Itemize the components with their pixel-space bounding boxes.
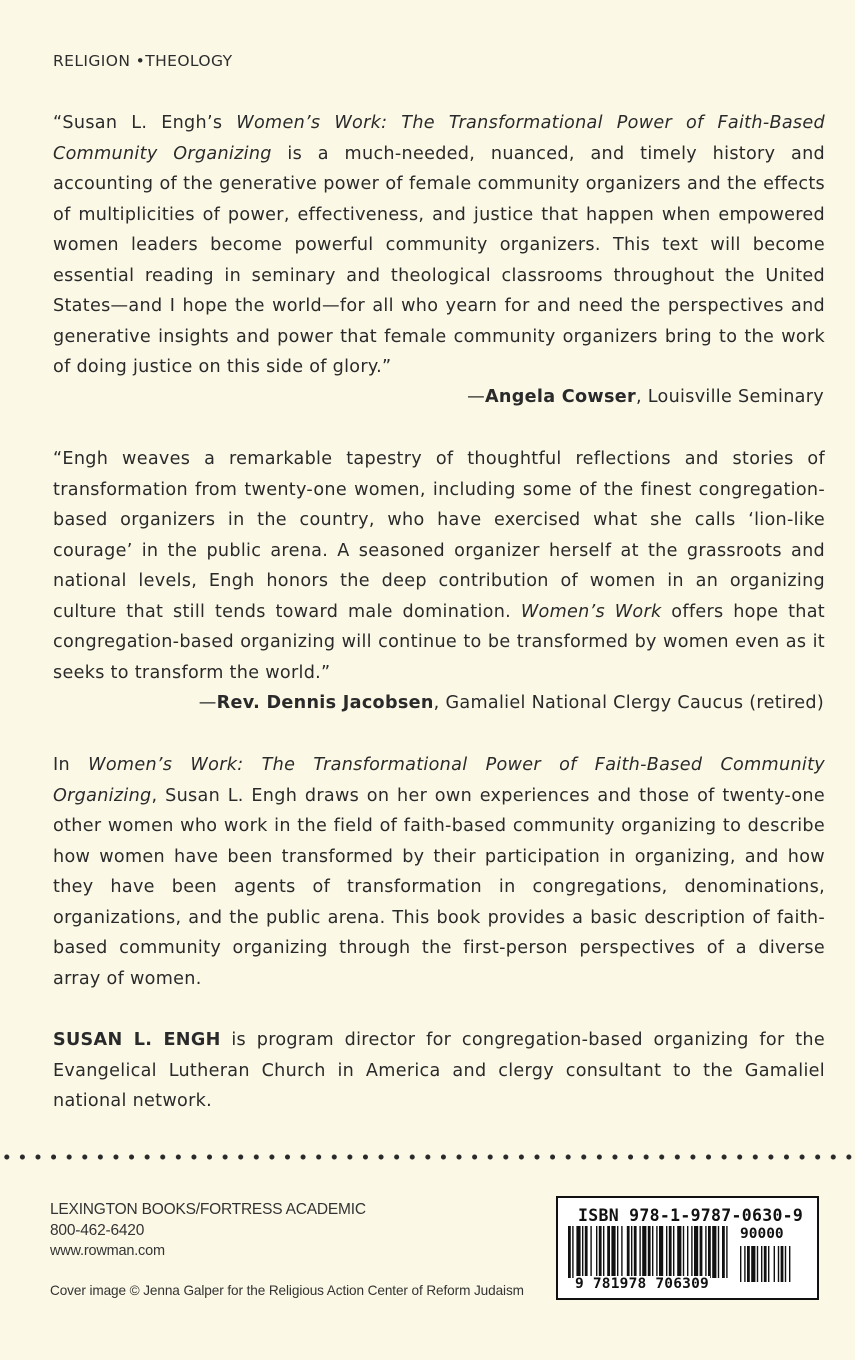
book-title-italic: Women’s Work: The Transformational Power of Faith-Based Community Organizing [53,113,825,164]
endorsement-quote-2 [53,444,825,688]
dash: — [467,387,486,407]
description-lead: In [53,755,89,775]
isbn-label: ISBN 978-1-9787-0630-9 [578,1206,804,1225]
publisher-name: LEXINGTON BOOKS/FORTRESS ACADEMIC [50,1201,366,1218]
endorser-name: Rev. Dennis Jacobsen [216,693,434,713]
dotted-divider [0,1152,855,1162]
cover-image-credit: Cover image © Jenna Galper for the Religious Action Center of Reform Judaism [50,1283,524,1298]
author-name: SUSAN L. ENGH [53,1030,221,1050]
quote-text: “Engh weaves a remarkable tapestry of thoughtful reflections and stories of transformation from twenty-one women, including some of the finest congregation-based organizers in the country, who have exercised what she calls ‘lion-like courage’ in the public arena. A seasoned organizer herself at the grassroots and national levels, Engh honors the deep contribution of women in an organizing culture that still tends toward male domination. [53,449,825,622]
book-description [53,750,825,994]
publisher-website[interactable]: www.rowman.com [50,1243,165,1259]
quote-open: “Susan L. Engh’s [53,113,237,133]
publisher-info [50,1199,366,1262]
dash: — [198,693,217,713]
endorsement-quote-1 [53,108,825,383]
book-title-italic: Women’s Work [520,601,662,622]
barcode-digits: 9 781978 706309 [575,1276,709,1292]
author-bio [53,1025,825,1117]
quote-text-continued: offers hope that congregation-based organizing will continue to be transformed by women even as it seeks to transform the world.” [53,601,826,683]
description-text: , Susan L. Engh draws on her own experiences and those of twenty-one other women who work in the field of faith-based community organizing to describe how women have been transformed by their participation in organizing, and how they have been agents of transformation in congregations, denominations, organizations, and the public arena. This book provides a basic description of faith-based community organizing through the first-person perspectives of a diverse array of women. [53,785,825,989]
publisher-phone: 800-462-6420 [50,1222,145,1239]
endorser-name: Angela Cowser [485,387,636,407]
quote-text: is a much-needed, nuanced, and timely history and accounting of the generative power of female community organizers and the effects of multiplicities of power, effectiveness, and justice that happen when empowered women leaders become powerful community organizers. This text will become essential reading in seminary and theological classrooms throughout the United States—and I hope the world—for all who yearn for and need the perspectives and generative insights and power that female community organizers bring to the work of doing justice on this side of glory.” [53,143,825,377]
endorser-affiliation: , Gamaliel National Clergy Caucus (retired) [433,693,824,713]
endorser-affiliation: , Louisville Seminary [635,387,824,407]
isbn-barcode [556,1196,819,1300]
addon-number: 90000 [740,1226,784,1242]
endorsement-attribution-1 [467,382,824,412]
category-label: RELIGION •THEOLOGY [53,52,233,70]
bio-text: is program director for congregation-based organizing for the Evangelical Lutheran Church in America and clergy consultant to the Gamaliel national network. [53,1030,825,1111]
endorsement-attribution-2 [199,688,824,718]
book-title-italic: Women’s Work: The Transformational Power of Faith-Based Community Organizing [53,755,825,806]
